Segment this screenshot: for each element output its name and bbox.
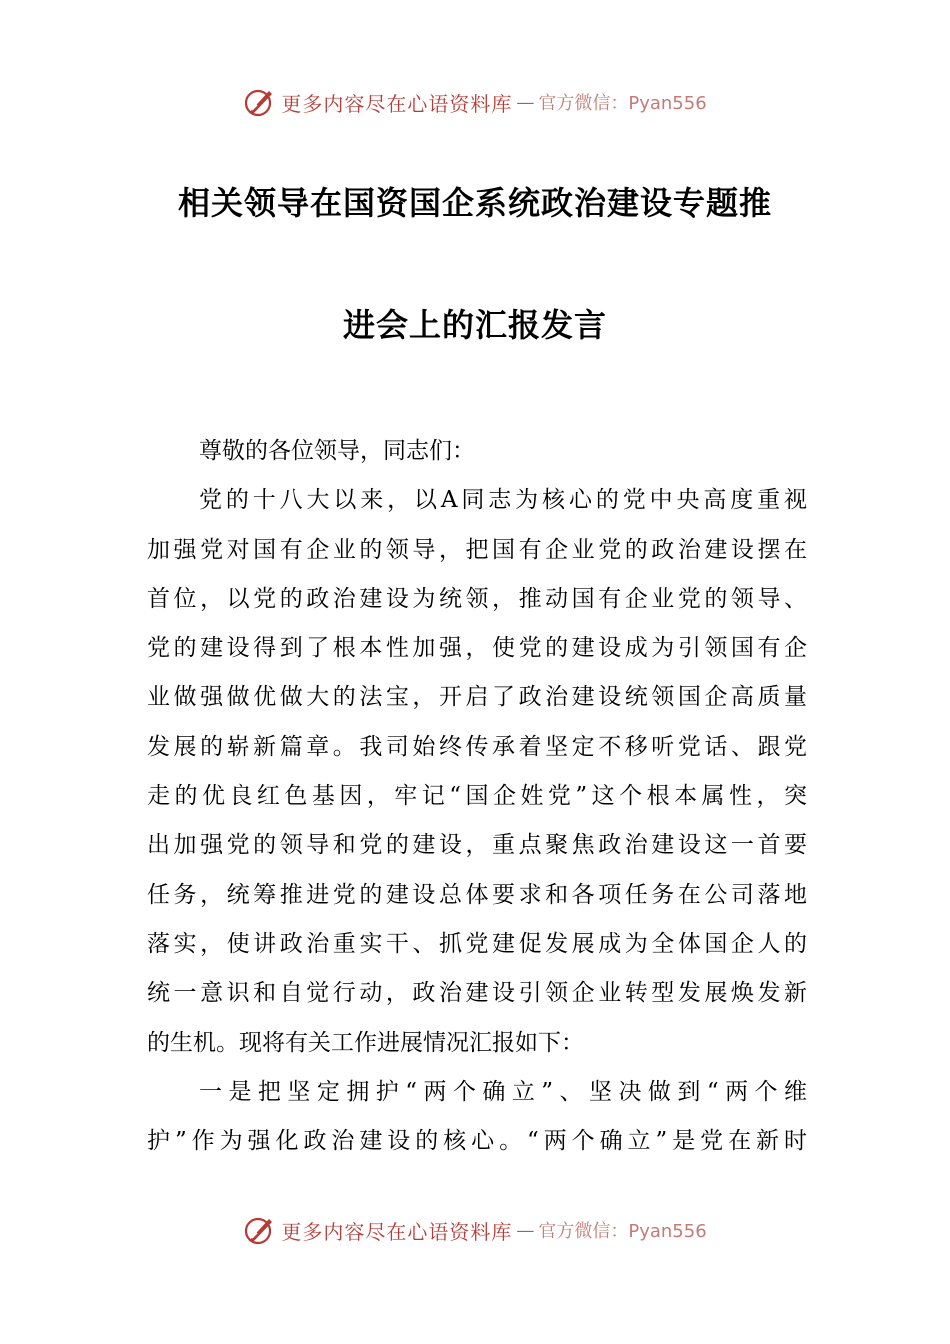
body-line: 业做强做优做大的法宝，开启了政治建设统领国企高质量 [147,684,807,711]
body-line: 出加强党的领导和党的建设，重点聚焦政治建设这一首要 [147,832,807,859]
body-line: 一是把坚定拥护“两个确立”、坚决做到“两个维 [199,1078,807,1105]
body-line: 任务，统筹推进党的建设总体要求和各项任务在公司落地 [147,881,807,908]
watermark-text: 更多内容尽在心语资料库 [281,1219,513,1244]
watermark-text: 更多内容尽在心语资料库 [281,91,513,116]
body-line: 统一意识和自觉行动，政治建设引领企业转型发展焕发新 [147,980,807,1007]
body-line: 护”作为强化政治建设的核心。“两个确立”是党在新时 [147,1128,807,1155]
body-line: 走的优良红色基因，牢记“国企姓党”这个根本属性，突 [147,783,807,810]
body-line: 的生机。现将有关工作进展情况汇报如下： [147,1029,584,1056]
body-line: 发展的崭新篇章。我司始终传承着坚定不移听党话、跟党 [147,733,807,760]
body-line: 落实，使讲政治重实干、抓党建促发展成为全体国企人的 [147,930,807,957]
watermark-banner-top [0,82,950,122]
watermark-separator: — [516,1219,535,1241]
document-title-line-1: 相关领导在国资国企系统政治建设专题推 [177,184,772,222]
watermark-official: 官方微信：Pyan556 [538,93,707,114]
document-title-line-2: 进会上的汇报发言 [342,306,607,344]
quill-pen-circle-icon [243,1214,275,1246]
document-body [147,427,807,1166]
salutation: 尊敬的各位领导，同志们： [199,438,475,464]
watermark-separator: — [516,91,535,113]
body-line: 党的十八大以来，以A同志为核心的党中央高度重视 [199,487,807,514]
body-line: 党的建设得到了根本性加强，使党的建设成为引领国有企 [147,635,807,662]
body-line: 首位，以党的政治建设为统领，推动国有企业党的领导、 [147,585,807,612]
quill-pen-circle-icon [243,86,275,118]
watermark-banner-bottom [0,1210,950,1250]
body-line: 加强党对国有企业的领导，把国有企业党的政治建设摆在 [147,536,807,563]
watermark-official: 官方微信：Pyan556 [538,1221,707,1242]
